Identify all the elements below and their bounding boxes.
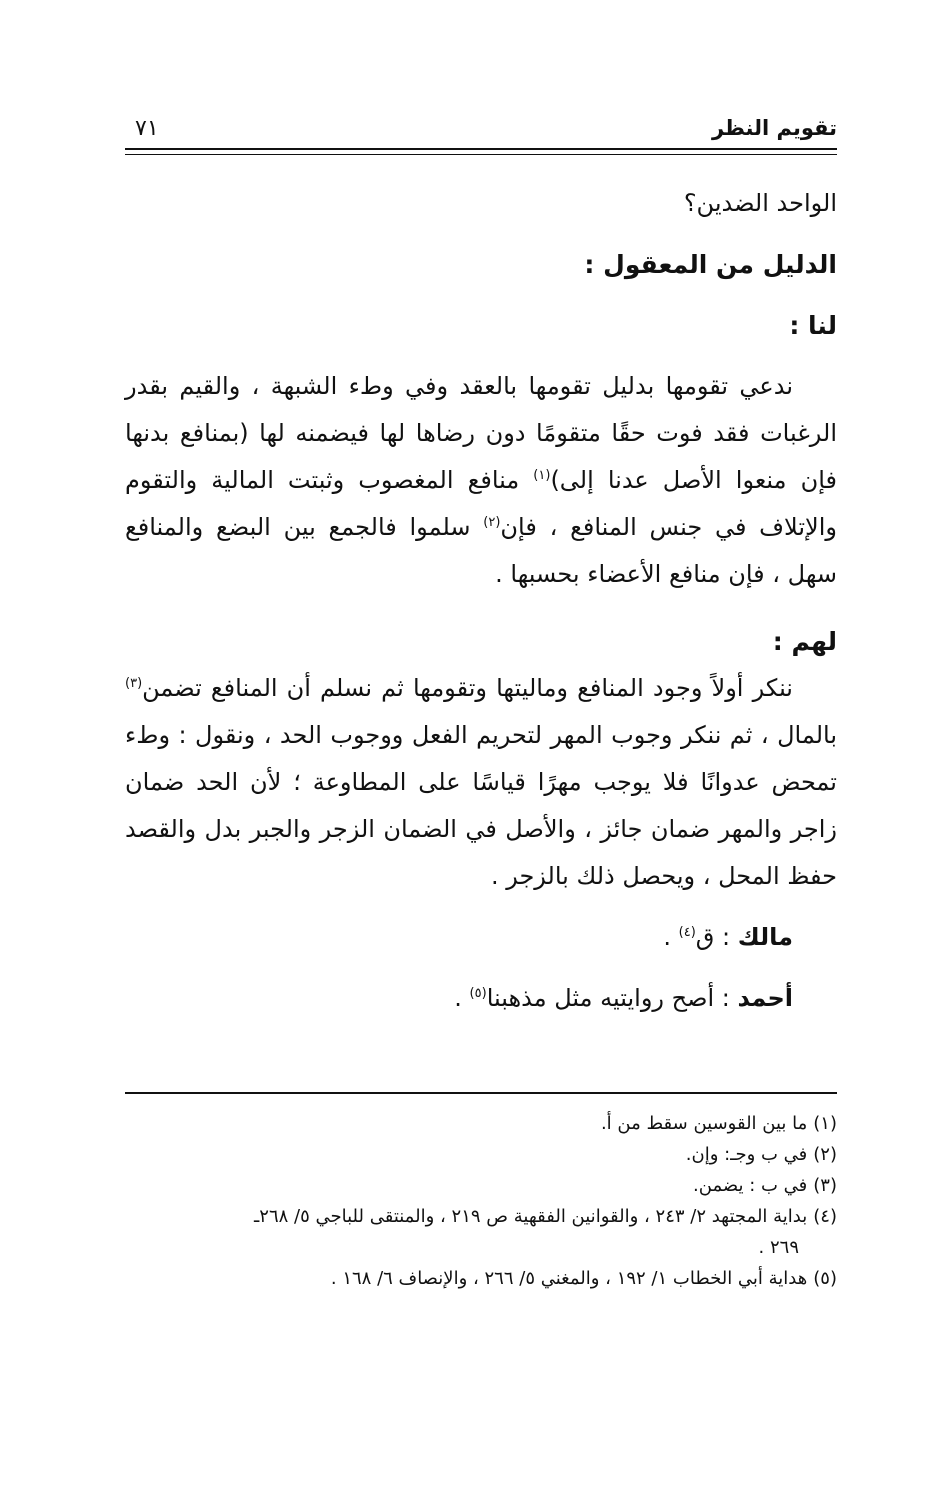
heading-lana: لنا : [789,311,837,340]
malik-end: . [663,923,679,951]
page-number: ٧١ [135,116,159,141]
para1-text: ندعي تقومها بدليل تقومها بالعقد وفي وطء الشبهة ، والقيم بقدر الرغبات فقد فوت حقًا متقومًا دون رضاها لها فيضمنه لها (بمنافع بدنها فإن منعوا الأصل عدنا إلى) [125,372,837,494]
header-title: تقويم النظر [711,116,837,140]
paragraph-lana [125,363,837,598]
footnote-5 [125,1263,837,1294]
footnote-4 [125,1201,837,1232]
malik-text: : ق [695,923,738,951]
para2-start-text: ننكر أولاً وجود المنافع وماليتها وتقومها ثم نسلم أن المنافع تضمن [142,674,793,702]
heading-lahum: لهم : [772,627,837,656]
footnote-marker-1: (١) [533,468,551,483]
malik-line [125,914,837,961]
paragraph-lahum [125,665,837,900]
footnote-marker-2: (٢) [483,515,501,530]
footnote-text: هداية أبي الخطاب ١/ ١٩٢ ، والمغني ٥/ ٢٦٦ ، والإنصاف ٦/ ١٦٨ . [330,1268,808,1289]
ahmad-label: أحمد [737,984,793,1012]
book-page [125,0,837,1493]
footnote-number: (٥) [813,1268,837,1289]
header-rule-thin [125,154,837,155]
footnote-marker-4: (٤) [678,925,696,940]
footnote-text: في ب : يضمن. [693,1175,808,1196]
footnote-separator [125,1092,837,1094]
footnote-marker-3: (٣) [125,676,143,691]
footnote-text: ما بين القوسين سقط من أ. [600,1113,808,1134]
footnote-number: (١) [813,1113,837,1134]
malik-label: مالك [737,923,793,951]
footnote-2 [125,1139,837,1170]
footnote-number: (٣) [813,1175,837,1196]
footnote-marker-5: (٥) [469,986,487,1001]
footnote-number: (٤) [813,1206,837,1227]
ahmad-line [125,975,837,1022]
footnote-1 [125,1108,837,1139]
header-rule-thick [125,148,837,150]
running-header [125,112,837,148]
heading-rational-proof: الدليل من المعقول : [584,250,837,279]
footnote-number: (٢) [813,1144,837,1165]
footnote-text: في ب وجـ: وإن. [685,1144,808,1165]
para2-end-text: بالمال ، ثم ننكر وجوب المهر لتحريم الفعل ووجوب الحد ، ونقول : وطء تمحض عدوانًا فلا يوجب مهرًا قياسًا على المطاوعة ؛ لأن الحد ضمان زاجر والمهر ضمان جائز ، والأصل في الضمان الزجر والجبر بدل والقصد حفظ المحل ، ويحصل ذلك بالزجر . [125,721,837,890]
para1-end-text: سلموا فالجمع بين البضع والمنافع سهل ، فإن منافع الأعضاء بحسبها . [125,513,837,588]
footnote-3 [125,1170,837,1201]
intro-line: الواحد الضدين؟ [683,189,837,217]
footnote-text: بداية المجتهد ٢/ ٢٤٣ ، والقوانين الفقهية ص ٢١٩ ، والمنتقى للباجي ٥/ ٢٦٨ـ [254,1206,808,1227]
para1-cont-text: منافع المغصوب وثبتت المالية والتقوم والإتلاف في جنس المنافع ، فإن [125,466,838,541]
ahmad-end: . [454,984,470,1012]
footnote-4-continuation: ٢٦٩ . [758,1237,799,1258]
main-text [125,180,837,1022]
footnotes [125,1108,837,1294]
ahmad-text: : أصح روايتيه مثل مذهبنا [486,984,738,1012]
